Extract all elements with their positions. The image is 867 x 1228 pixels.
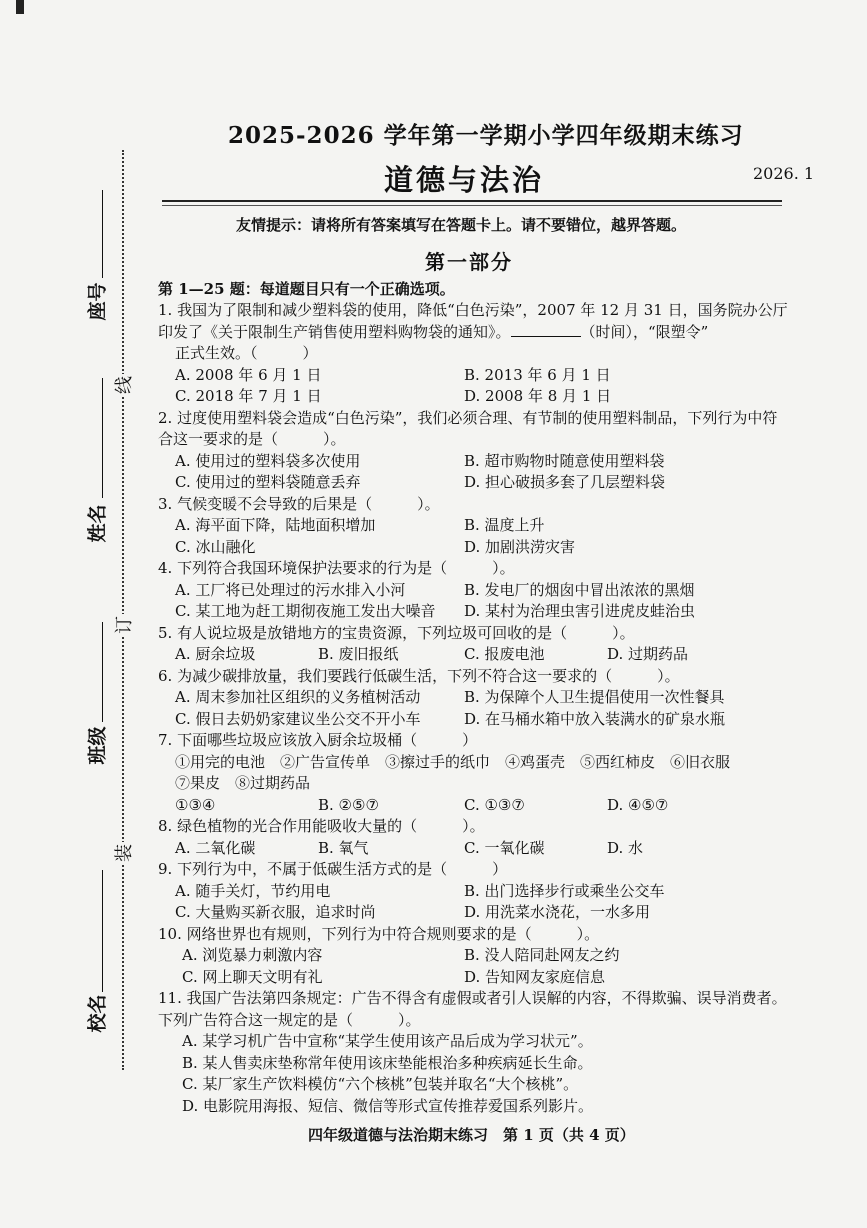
option-b[interactable]: B. 出门选择步行或乘坐公交车 bbox=[464, 881, 665, 900]
question-number: 11. bbox=[158, 989, 182, 1007]
option-b[interactable]: B. 没人陪同赴网友之约 bbox=[464, 946, 620, 964]
option-d[interactable]: D. 水 bbox=[607, 838, 644, 857]
option-c[interactable]: C. ①③⑦ bbox=[464, 795, 525, 814]
header-rule-thin bbox=[162, 205, 782, 206]
question-stem bbox=[158, 924, 788, 946]
header-rule bbox=[162, 200, 782, 202]
question-text: 下列行为中，不属于低碳生活方式的是（ ） bbox=[177, 860, 508, 878]
option-b[interactable]: B. 超市购物时随意使用塑料袋 bbox=[464, 451, 665, 470]
question-number: 10. bbox=[158, 924, 182, 943]
option-a[interactable]: A. 某学习机广告中宣称“某学生使用该产品后成为学习状元”。 bbox=[182, 1032, 593, 1050]
option-d[interactable]: D. 告知网友家庭信息 bbox=[464, 967, 606, 986]
binding-word-staple: 订 bbox=[110, 614, 136, 636]
option-d[interactable]: D. 电影院用海报、短信、微信等形式宣传推荐爱国系列影片。 bbox=[182, 1096, 594, 1115]
binding-margin bbox=[60, 150, 140, 1070]
option-c[interactable]: C. 2018 年 7 月 1 日 bbox=[175, 387, 322, 405]
subject-title: 道德与法治 bbox=[384, 163, 545, 197]
option-a[interactable]: A. 海平面下降，陆地面积增加 bbox=[175, 516, 376, 534]
question-1 bbox=[158, 300, 788, 408]
question-stem bbox=[158, 300, 788, 343]
section-instruction: 第 1—25 题：每道题目只有一个正确选项。 bbox=[158, 280, 455, 298]
question-number: 3. bbox=[158, 494, 173, 513]
option-d[interactable]: D. 某村为治理虫害引进虎皮蛙治虫 bbox=[464, 602, 696, 620]
question-text: 我国广告法第四条规定：广告不得含有虚假或者引人误解的内容，不得欺骗、误导消费者。下列广告符合这一规定的是（ ）。 bbox=[158, 989, 787, 1029]
option-d[interactable]: D. 过期药品 bbox=[607, 645, 689, 663]
option-c[interactable]: C. 某工地为赶工期彻夜施工发出大噪音 bbox=[175, 602, 436, 620]
waste-items-line-2: ⑦果皮 ⑧过期药品 bbox=[175, 774, 311, 792]
school-label: 校名 bbox=[86, 994, 109, 1033]
name-label: 姓名 bbox=[86, 504, 109, 543]
option-c[interactable]: C. 某厂家生产饮料模仿“六个核桃”包装并取名“大个核桃”。 bbox=[182, 1075, 579, 1093]
option-b[interactable]: B. 温度上升 bbox=[464, 516, 545, 534]
option-a[interactable]: A. 浏览暴力刺激内容 bbox=[182, 946, 323, 964]
question-4 bbox=[158, 558, 788, 623]
option-c[interactable]: C. 使用过的塑料袋随意丢弃 bbox=[175, 473, 361, 491]
questions-section bbox=[158, 278, 788, 1117]
question-stem bbox=[158, 558, 788, 580]
seat-number-label: 座号 bbox=[86, 282, 109, 321]
question-text: 下面哪些垃圾应该放入厨余垃圾桶（ ） bbox=[177, 731, 478, 749]
option-d[interactable]: D. 用洗菜水浇花，一水多用 bbox=[464, 903, 651, 921]
question-11 bbox=[158, 988, 788, 1117]
option-b[interactable]: B. 2013 年 6 月 1 日 bbox=[464, 365, 611, 384]
question-7 bbox=[158, 730, 788, 816]
question-number: 1. bbox=[158, 301, 173, 319]
question-6 bbox=[158, 666, 788, 731]
option-b[interactable]: B. 氧气 bbox=[318, 838, 369, 857]
question-stem bbox=[158, 494, 788, 516]
question-number: 9. bbox=[158, 860, 173, 878]
option-d[interactable]: D. 加剧洪涝灾害 bbox=[464, 537, 576, 556]
option-a[interactable]: A. 使用过的塑料袋多次使用 bbox=[175, 451, 361, 470]
question-text: 气候变暖不会导致的后果是（ ）。 bbox=[177, 494, 440, 513]
option-a[interactable]: A. 2008 年 6 月 1 日 bbox=[175, 365, 322, 384]
question-number: 6. bbox=[158, 666, 173, 685]
question-stem bbox=[158, 666, 788, 688]
question-stem bbox=[158, 859, 788, 881]
question-9 bbox=[158, 859, 788, 924]
option-c[interactable]: C. 冰山融化 bbox=[175, 537, 256, 556]
question-2 bbox=[158, 408, 788, 494]
question-text: 过度使用塑料袋会造成“白色污染”，我们必须合理、有节制的使用塑料制品，下列行为中符合这一要求的是（ ）。 bbox=[158, 408, 778, 448]
option-c[interactable]: C. 网上聊天文明有礼 bbox=[182, 967, 323, 986]
option-b[interactable]: B. 废旧报纸 bbox=[318, 645, 399, 663]
binding-word-bind: 装 bbox=[110, 842, 136, 864]
class-field[interactable] bbox=[102, 622, 103, 722]
option-a[interactable]: A. 厨余垃圾 bbox=[175, 645, 256, 663]
question-8 bbox=[158, 816, 788, 859]
answer-blank[interactable] bbox=[511, 322, 581, 337]
binding-dotted-line bbox=[122, 150, 124, 1070]
option-d[interactable]: D. 在马桶水箱中放入装满水的矿泉水瓶 bbox=[464, 709, 726, 728]
question-number: 7. bbox=[158, 731, 173, 749]
binding-word-line: 线 bbox=[110, 374, 136, 396]
seat-number-field[interactable] bbox=[102, 190, 103, 278]
question-5 bbox=[158, 623, 788, 666]
school-field[interactable] bbox=[102, 870, 103, 992]
option-c[interactable]: C. 一氧化碳 bbox=[464, 838, 545, 857]
question-number: 4. bbox=[158, 559, 173, 577]
scan-corner-mark bbox=[16, 0, 24, 14]
question-stem bbox=[158, 623, 788, 645]
question-number: 8. bbox=[158, 817, 173, 835]
question-stem bbox=[158, 816, 788, 838]
option-d[interactable]: D. ④⑤⑦ bbox=[607, 795, 669, 814]
question-text: 绿色植物的光合作用能吸收大量的（ ）。 bbox=[177, 817, 485, 835]
exam-title: 2025-2026 学年第一学期小学四年级期末练习 bbox=[228, 122, 744, 149]
question-number: 5. bbox=[158, 623, 173, 642]
question-text: 我国为了限制和减少塑料袋的使用，降低“白色污染”，2007 年 12 月 31 日，国务院办公厅印发了《关于限制生产销售使用塑料购物袋的通知》。 bbox=[158, 301, 788, 341]
option-c[interactable]: C. 大量购买新衣服，追求时尚 bbox=[175, 903, 376, 921]
option-b[interactable]: B. ②⑤⑦ bbox=[318, 795, 379, 814]
option-d[interactable]: D. 担心破损多套了几层塑料袋 bbox=[464, 473, 666, 491]
question-3 bbox=[158, 494, 788, 559]
waste-items-line-1: ①用完的电池 ②广告宣传单 ③擦过手的纸巾 ④鸡蛋壳 ⑤西红柿皮 ⑥旧衣服 bbox=[175, 752, 731, 771]
question-text-cont: （时间），“限塑令” bbox=[580, 322, 709, 341]
option-a[interactable]: A. 工厂将已处理过的污水排入小河 bbox=[175, 580, 406, 599]
question-stem-2: 正式生效。（ ） bbox=[175, 344, 318, 362]
option-b[interactable]: B. 为保障个人卫生提倡使用一次性餐具 bbox=[464, 688, 725, 706]
question-stem bbox=[158, 730, 788, 752]
question-number: 2. bbox=[158, 408, 173, 427]
question-stem bbox=[158, 988, 788, 1031]
exam-date: 2026. 1 bbox=[753, 164, 815, 183]
question-text: 网络世界也有规则，下列行为中符合规则要求的是（ ）。 bbox=[186, 924, 600, 943]
question-text: 有人说垃圾是放错地方的宝贵资源，下列垃圾可回收的是（ ）。 bbox=[177, 623, 635, 642]
friendly-notice: 友情提示：请将所有答案填写在答题卡上。请不要错位，越界答题。 bbox=[236, 216, 687, 234]
class-label: 班级 bbox=[86, 726, 109, 765]
page-footer: 四年级道德与法治期末练习 第 1 页（共 4 页） bbox=[308, 1126, 635, 1144]
option-b[interactable]: B. 某人售卖床垫称常年使用该床垫能根治多种疾病延长生命。 bbox=[182, 1053, 593, 1072]
option-c[interactable]: C. 假日去奶奶家建议坐公交不开小车 bbox=[175, 709, 421, 728]
option-b[interactable]: B. 发电厂的烟囱中冒出浓浓的黑烟 bbox=[464, 580, 695, 599]
name-field[interactable] bbox=[102, 378, 103, 498]
option-d[interactable]: D. 2008 年 8 月 1 日 bbox=[464, 387, 612, 405]
question-10 bbox=[158, 924, 788, 989]
part-heading: 第一部分 bbox=[425, 250, 513, 274]
option-a[interactable]: A. 二氧化碳 bbox=[175, 838, 256, 857]
option-a[interactable]: A. 随手关灯，节约用电 bbox=[175, 881, 331, 900]
question-text: 为减少碳排放量，我们要践行低碳生活，下列不符合这一要求的（ ）。 bbox=[177, 666, 680, 685]
option-a[interactable]: ①③④ bbox=[175, 795, 216, 814]
option-c[interactable]: C. 报废电池 bbox=[464, 645, 545, 663]
question-stem bbox=[158, 408, 788, 451]
option-a[interactable]: A. 周末参加社区组织的义务植树活动 bbox=[175, 688, 421, 706]
question-text: 下列符合我国环境保护法要求的行为是（ ）。 bbox=[177, 559, 515, 577]
